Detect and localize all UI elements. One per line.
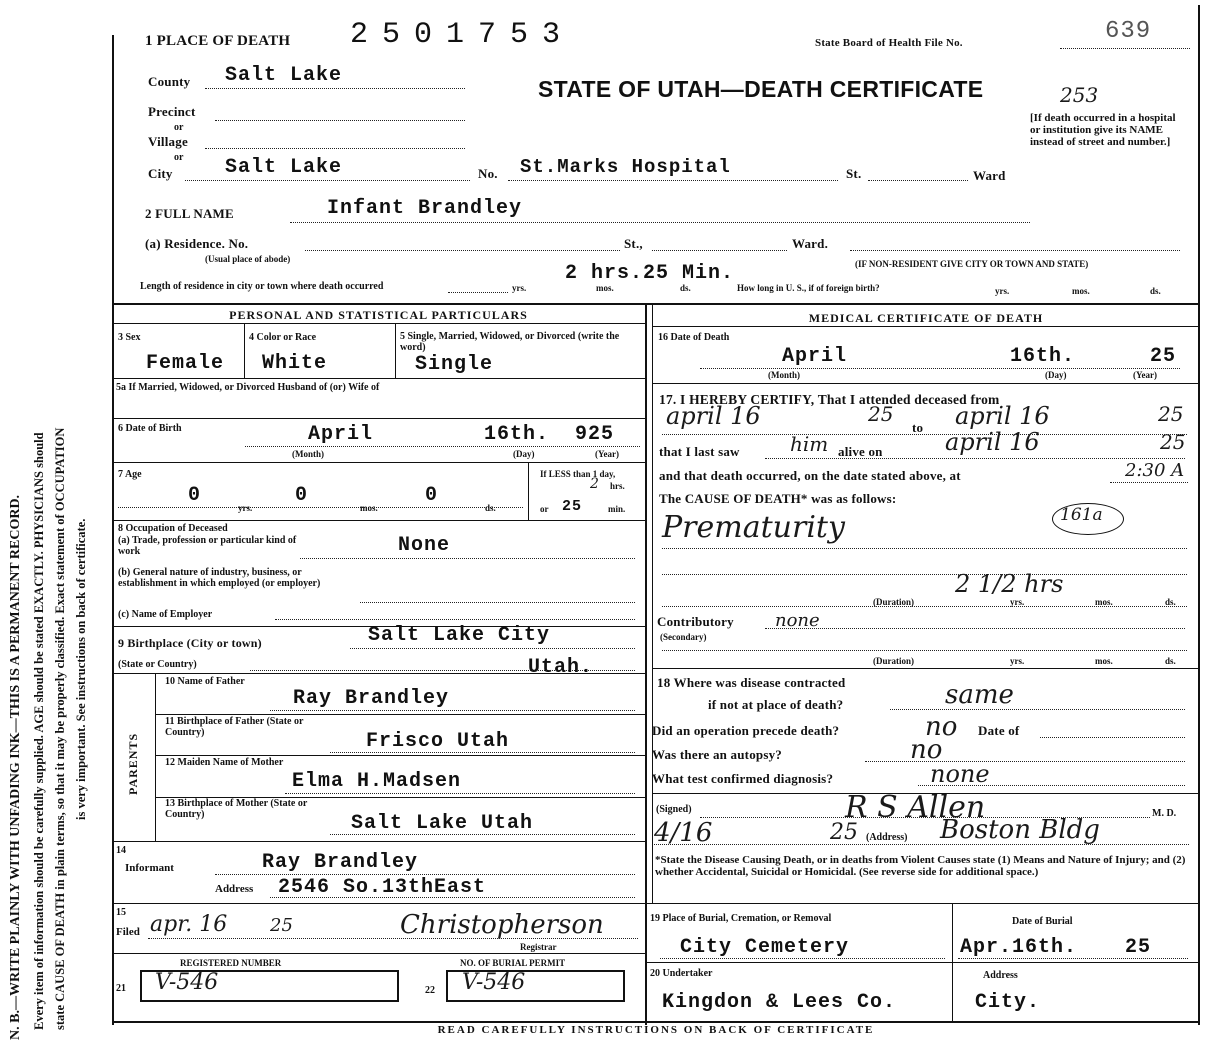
certificate-title: STATE OF UTAH—DEATH CERTIFICATE (538, 76, 984, 102)
nonresident-note: (IF NON-RESIDENT GIVE CITY OR TOWN AND STATE) (855, 259, 1089, 269)
side-note-line4: is very important. See instructions on back of certificate. (74, 518, 88, 820)
test-confirmed-label: What test confirmed diagnosis? (652, 771, 834, 786)
less-or: or (540, 504, 549, 514)
burial-date-label: Date of Burial (1012, 916, 1073, 927)
mother-name-value: Elma H.Madsen (292, 770, 462, 793)
date-of-death-label: 16 Date of Death (658, 332, 730, 343)
birthplace-state-label: (State or Country) (118, 659, 197, 670)
full-name-label: 2 FULL NAME (145, 206, 234, 221)
village-label: Village (148, 134, 188, 149)
last-saw-year: 25 (1160, 430, 1186, 454)
signed-label: (Signed) (656, 804, 692, 815)
duration-label-1: (Duration) (873, 597, 914, 607)
foreign-birth-label: How long in U. S., if of foreign birth? (737, 283, 880, 293)
informant-address-value: 2546 So.13thEast (278, 876, 487, 899)
duration-value: 2 1/2 hrs (955, 570, 1064, 598)
age-yrs-label: yrs. (238, 503, 253, 513)
county-label: County (148, 74, 191, 89)
attended-to-year: 25 (1158, 402, 1184, 426)
side-note-line1: N. B.—WRITE PLAINLY WITH UNFADING INK—THIS IS A PERMANENT RECORD. (8, 494, 23, 1040)
occupation-b-label: (b) General nature of industry, business, or establishment in which employed (or employer) (118, 567, 321, 589)
burial-place-label: 19 Place of Burial, Cremation, or Removal (650, 913, 832, 924)
mother-birthplace-value: Salt Lake Utah (351, 812, 534, 835)
color-label: 4 Color or Race (249, 332, 317, 343)
father-name-label: 10 Name of Father (165, 676, 245, 687)
cause-footnote: *State the Disease Causing Death, or in deaths from Violent Causes state (1) Means and Nature of Injury; and (2) whether Accidental, Suicidal or Homicidal. (See reverse side for additional space.) (655, 854, 1186, 878)
operation-label: Did an operation precede death? (652, 723, 840, 738)
physician-signature: R S Allen (845, 790, 986, 825)
length-yrs: yrs. (512, 283, 527, 293)
occupation-label: 8 Occupation of Deceased (118, 523, 228, 534)
father-name-value: Ray Brandley (293, 687, 450, 710)
dod-year-sub: (Year) (1133, 370, 1157, 380)
last-saw-label: that I last saw (659, 444, 740, 459)
if-not-label: if not at place of death? (708, 697, 844, 712)
foreign-mos: mos. (1072, 286, 1090, 296)
registered-21: 21 (116, 983, 126, 994)
registered-number-label: REGISTERED NUMBER (180, 958, 282, 968)
father-birthplace-value: Frisco Utah (366, 730, 510, 753)
length-mos: mos. (596, 283, 614, 293)
residence-ward-label: Ward. (792, 236, 829, 251)
county-value: Salt Lake (225, 64, 343, 87)
birthplace-city: Salt Lake City (368, 624, 551, 647)
spouse-label: 5a If Married, Widowed, or Divorced Husband of (or) Wife of (116, 382, 380, 393)
occupation-a-label: (a) Trade, profession or particular kind of work (118, 535, 297, 557)
age-months: 0 (295, 484, 309, 507)
burial-date-value: Apr.16th. (960, 936, 1078, 959)
dob-month-sub: (Month) (292, 449, 324, 459)
attended-to-label: to (912, 420, 924, 435)
contributory-value: none (775, 610, 820, 631)
ward-label: Ward (973, 168, 1006, 183)
age-years: 0 (188, 484, 202, 507)
city-value: Salt Lake (225, 156, 343, 179)
burial-permit-value: V-546 (462, 970, 526, 995)
registered-22: 22 (425, 985, 435, 996)
mother-birthplace-label: 13 Birthplace of Mother (State or Country) (165, 798, 308, 820)
or-1: or (174, 122, 184, 133)
sex-label: 3 Sex (118, 332, 141, 343)
date-of-death-day: 16th. (1010, 345, 1076, 368)
residence-st-label: St., (624, 236, 643, 251)
less-min-label: min. (608, 504, 626, 514)
alive-on-label: alive on (838, 444, 883, 459)
dod-day-sub: (Day) (1045, 370, 1067, 380)
duration-ds-1: ds. (1165, 597, 1176, 607)
date-of-death-year: 25 (1150, 345, 1177, 368)
contributory-label: Contributory (657, 614, 734, 629)
registrar-label: Registrar (520, 942, 557, 952)
burial-permit-label: NO. OF BURIAL PERMIT (460, 958, 566, 968)
length-of-residence-value: 2 hrs.25 Min. (565, 262, 735, 285)
undertaker-value: Kingdon & Lees Co. (662, 991, 897, 1014)
dob-year-sub: (Year) (595, 449, 619, 459)
less-minutes: 25 (562, 498, 583, 515)
precinct-label: Precinct (148, 104, 196, 119)
medical-heading: MEDICAL CERTIFICATE OF DEATH (808, 311, 1044, 325)
or-2: or (174, 152, 184, 163)
filed-date: apr. 16 (150, 912, 228, 937)
dob-year: 925 (575, 423, 615, 446)
father-birthplace-label: 11 Birthplace of Father (State or Country) (165, 716, 304, 738)
operation-value: no (925, 712, 958, 742)
grid-bottom (112, 1021, 1200, 1023)
occupation-value: None (398, 534, 451, 557)
hospital-value: St.Marks Hospital (520, 156, 731, 178)
dob-day: 16th. (484, 423, 550, 446)
undertaker-address-label: Address (983, 970, 1018, 981)
attended-from: april 16 (666, 402, 761, 430)
filed-label: Filed (116, 926, 140, 938)
dod-month-sub: (Month) (768, 370, 800, 380)
informant-label: Informant (125, 862, 174, 874)
undertaker-address-value: City. (975, 991, 1041, 1014)
marital-value: Single (415, 353, 494, 376)
parents-side-label: PARENTS (126, 732, 140, 795)
side-note-line3: state CAUSE OF DEATH in plain terms, so that it may be properly classified. Exact statement of OCCUPATION (53, 427, 67, 1030)
autopsy-label: Was there an autopsy? (652, 747, 783, 762)
test-confirmed-value: none (930, 760, 990, 788)
burial-year-value: 25 (1125, 936, 1152, 959)
board-file-label: State Board of Health File No. (815, 37, 963, 49)
certify-statement: 17. I HEREBY CERTIFY, That I attended deceased from (659, 392, 1000, 407)
where-contracted-label: 18 Where was disease contracted (657, 675, 846, 690)
foreign-ds: ds. (1150, 286, 1161, 296)
secondary-label: (Secondary) (660, 632, 707, 642)
attended-from-year: 25 (868, 402, 894, 426)
filed-year: 25 (270, 915, 293, 936)
attended-to: april 16 (955, 402, 1050, 430)
operation-date-label: Date of (978, 723, 1020, 738)
less-hours: 2 (590, 476, 599, 492)
autopsy-value: no (910, 735, 943, 765)
duration-ds-2: ds. (1165, 656, 1176, 666)
length-ds: ds. (680, 283, 691, 293)
informant-address-label: Address (215, 883, 254, 895)
cause-of-death-label: The CAUSE OF DEATH* was as follows: (659, 491, 897, 506)
cause-code: 161a (1060, 505, 1103, 525)
duration-label-2: (Duration) (873, 656, 914, 666)
street-number-label: No. (478, 166, 498, 181)
informant-value: Ray Brandley (262, 851, 419, 874)
certificate-number: 2501753 (350, 18, 575, 52)
foreign-yrs: yrs. (995, 286, 1010, 296)
footer-instructions: READ CAREFULLY INSTRUCTIONS ON BACK OF CERTIFICATE (437, 1024, 875, 1036)
registered-number-value: V-546 (155, 970, 219, 995)
title-note-number: 253 (1060, 83, 1099, 107)
employer-label: (c) Name of Employer (118, 609, 213, 620)
street-label: St. (846, 166, 862, 181)
filed-num: 15 (116, 907, 126, 918)
him-her-value: him (790, 432, 829, 456)
form-left-border (112, 35, 114, 1025)
burial-place-value: City Cemetery (680, 936, 850, 959)
informant-num: 14 (116, 845, 126, 856)
death-occurred-label: and that death occurred, on the date stated above, at (659, 468, 961, 483)
duration-yrs-1: yrs. (1010, 597, 1025, 607)
place-of-death-label: 1 PLACE OF DEATH (145, 33, 291, 49)
undertaker-label: 20 Undertaker (650, 968, 713, 979)
less-hrs-label: hrs. (610, 481, 625, 491)
birthplace-label: 9 Birthplace (City or town) (118, 636, 262, 650)
dob-month: April (308, 423, 374, 446)
where-contracted-value: same (945, 680, 1014, 710)
md-label: M. D. (1152, 808, 1177, 819)
board-file-number: 639 (1105, 18, 1152, 45)
grid-top (112, 303, 1200, 305)
dob-day-sub: (Day) (513, 449, 535, 459)
full-name-value: Infant Brandley (327, 197, 523, 220)
signed-year: 25 (830, 820, 858, 845)
physician-address: Boston Bldg (940, 815, 1100, 845)
personal-heading: PERSONAL AND STATISTICAL PARTICULARS (229, 308, 528, 322)
city-label: City (148, 166, 173, 181)
less-than-day-label: If LESS than 1 day, (540, 469, 616, 479)
age-label: 7 Age (118, 469, 142, 480)
signed-date: 4/16 (654, 818, 713, 848)
age-ds-label: ds. (485, 503, 496, 513)
side-note-line2: Every item of information should be carefully supplied. AGE should be stated EXACTLY. PHYSICIANS should (32, 432, 46, 1030)
last-saw-date: april 16 (945, 428, 1040, 456)
physician-address-label: (Address) (866, 832, 908, 843)
length-of-residence-label: Length of residence in city or town where death occurred (140, 281, 384, 292)
duration-mos-2: mos. (1095, 656, 1113, 666)
birthplace-state: Utah. (528, 656, 594, 679)
duration-yrs-2: yrs. (1010, 656, 1025, 666)
sex-value: Female (146, 352, 225, 375)
grid-center (645, 303, 647, 1025)
dob-label: 6 Date of Birth (118, 423, 182, 434)
mother-name-label: 12 Maiden Name of Mother (165, 757, 284, 768)
residence-sub: (Usual place of abode) (205, 254, 291, 264)
form-right-border (1198, 5, 1200, 1025)
age-mos-label: mos. (360, 503, 378, 513)
duration-mos-1: mos. (1095, 597, 1113, 607)
registrar-signature: Christopherson (400, 910, 604, 940)
cause-of-death-value: Prematurity (662, 510, 845, 545)
color-value: White (262, 352, 328, 375)
marital-label: 5 Single, Married, Widowed, or Divorced (write the word) (400, 331, 620, 353)
date-of-death-month: April (782, 345, 848, 368)
age-days: 0 (425, 484, 439, 507)
time-of-death: 2:30 A (1125, 460, 1185, 481)
hospital-note: [If death occurred in a hospital or institution give its NAME instead of street and number.] (1030, 112, 1176, 148)
residence-label: (a) Residence. No. (145, 236, 249, 251)
